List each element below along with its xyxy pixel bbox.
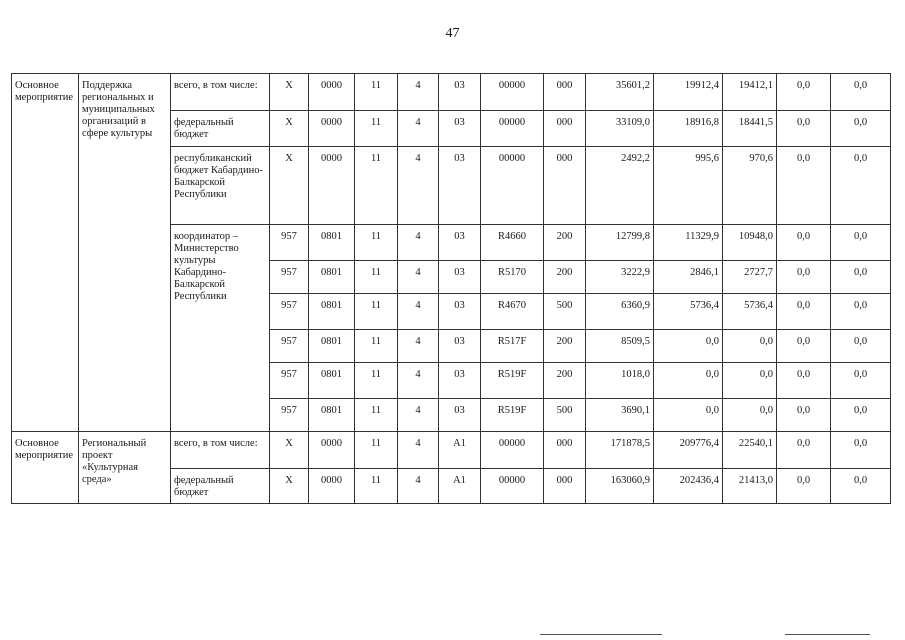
- amount-cell: 0,0: [723, 330, 777, 363]
- code-cell: 11: [355, 261, 398, 294]
- code-cell: 03: [439, 330, 481, 363]
- amount-cell: 0,0: [777, 399, 831, 432]
- code-cell: 200: [544, 261, 586, 294]
- code-cell: 200: [544, 363, 586, 399]
- code-cell: 4: [398, 432, 439, 469]
- budget-table: [11, 73, 891, 504]
- code-cell: 957: [270, 330, 309, 363]
- amount-cell: 0,0: [831, 432, 891, 469]
- code-cell: 200: [544, 225, 586, 261]
- code-cell: Х: [270, 74, 309, 111]
- code-cell: 0801: [309, 294, 355, 330]
- code-cell: R519F: [481, 399, 544, 432]
- code-cell: R519F: [481, 363, 544, 399]
- code-cell: 11: [355, 363, 398, 399]
- amount-cell: 0,0: [777, 111, 831, 147]
- amount-cell: 19412,1: [723, 74, 777, 111]
- amount-cell: 0,0: [831, 225, 891, 261]
- code-cell: 0801: [309, 261, 355, 294]
- code-cell: 957: [270, 399, 309, 432]
- code-cell: 200: [544, 330, 586, 363]
- code-cell: 500: [544, 399, 586, 432]
- amount-cell: 19912,4: [654, 74, 723, 111]
- amount-cell: 202436,4: [654, 469, 723, 504]
- amount-cell: 0,0: [654, 363, 723, 399]
- code-cell: 03: [439, 261, 481, 294]
- code-cell: 4: [398, 469, 439, 504]
- amount-cell: 995,6: [654, 147, 723, 225]
- amount-cell: 11329,9: [654, 225, 723, 261]
- amount-cell: 33109,0: [586, 111, 654, 147]
- code-cell: 957: [270, 363, 309, 399]
- code-cell: 500: [544, 294, 586, 330]
- amount-cell: 0,0: [777, 261, 831, 294]
- amount-cell: 5736,4: [723, 294, 777, 330]
- code-cell: 0000: [309, 432, 355, 469]
- amount-cell: 18916,8: [654, 111, 723, 147]
- amount-cell: 0,0: [777, 432, 831, 469]
- funding-source-cell: всего, в том числе:: [171, 74, 270, 111]
- amount-cell: 0,0: [831, 399, 891, 432]
- amount-cell: 2846,1: [654, 261, 723, 294]
- amount-cell: 970,6: [723, 147, 777, 225]
- code-cell: 03: [439, 294, 481, 330]
- amount-cell: 22540,1: [723, 432, 777, 469]
- funding-source-cell: координатор – Министерство культуры Кабардино-Балкарской Республики: [171, 225, 270, 432]
- code-cell: 000: [544, 111, 586, 147]
- code-cell: 0000: [309, 469, 355, 504]
- code-cell: 0801: [309, 363, 355, 399]
- amount-cell: 2727,7: [723, 261, 777, 294]
- code-cell: 4: [398, 294, 439, 330]
- table-row: [12, 74, 891, 111]
- code-cell: 03: [439, 111, 481, 147]
- code-cell: 03: [439, 399, 481, 432]
- code-cell: 00000: [481, 111, 544, 147]
- amount-cell: 0,0: [777, 74, 831, 111]
- funding-source-cell: республиканский бюджет Кабардино-Балкарской Республики: [171, 147, 270, 225]
- amount-cell: 0,0: [777, 147, 831, 225]
- amount-cell: 0,0: [831, 330, 891, 363]
- amount-cell: 12799,8: [586, 225, 654, 261]
- code-cell: 11: [355, 111, 398, 147]
- amount-cell: 0,0: [831, 294, 891, 330]
- code-cell: Х: [270, 469, 309, 504]
- funding-source-cell: федеральный бюджет: [171, 469, 270, 504]
- code-cell: 957: [270, 261, 309, 294]
- amount-cell: 0,0: [831, 469, 891, 504]
- code-cell: 11: [355, 294, 398, 330]
- code-cell: R4670: [481, 294, 544, 330]
- code-cell: 0000: [309, 147, 355, 225]
- amount-cell: 3222,9: [586, 261, 654, 294]
- amount-cell: 2492,2: [586, 147, 654, 225]
- code-cell: 4: [398, 74, 439, 111]
- code-cell: 0000: [309, 74, 355, 111]
- amount-cell: 8509,5: [586, 330, 654, 363]
- code-cell: 11: [355, 147, 398, 225]
- code-cell: 03: [439, 363, 481, 399]
- footer-rule: [785, 634, 870, 635]
- event-name-cell: Региональный проект «Культурная среда»: [79, 432, 171, 504]
- amount-cell: 163060,9: [586, 469, 654, 504]
- funding-source-cell: всего, в том числе:: [171, 432, 270, 469]
- amount-cell: 171878,5: [586, 432, 654, 469]
- code-cell: R4660: [481, 225, 544, 261]
- amount-cell: 0,0: [777, 363, 831, 399]
- event-name-cell: Поддержка региональных и муниципальных организаций в сфере культуры: [79, 74, 171, 432]
- code-cell: 0801: [309, 225, 355, 261]
- code-cell: 00000: [481, 432, 544, 469]
- page-number: 47: [445, 26, 460, 41]
- amount-cell: 18441,5: [723, 111, 777, 147]
- code-cell: 4: [398, 147, 439, 225]
- amount-cell: 0,0: [777, 330, 831, 363]
- amount-cell: 0,0: [831, 261, 891, 294]
- event-type-cell: Основное мероприятие: [12, 432, 79, 504]
- amount-cell: 209776,4: [654, 432, 723, 469]
- code-cell: 000: [544, 147, 586, 225]
- amount-cell: 0,0: [723, 399, 777, 432]
- amount-cell: 0,0: [831, 111, 891, 147]
- amount-cell: 0,0: [831, 74, 891, 111]
- code-cell: 11: [355, 469, 398, 504]
- code-cell: R5170: [481, 261, 544, 294]
- footer-rule: [540, 634, 662, 635]
- amount-cell: 21413,0: [723, 469, 777, 504]
- code-cell: 4: [398, 261, 439, 294]
- amount-cell: 5736,4: [654, 294, 723, 330]
- funding-source-cell: федеральный бюджет: [171, 111, 270, 147]
- code-cell: А1: [439, 432, 481, 469]
- code-cell: 0000: [309, 111, 355, 147]
- amount-cell: 10948,0: [723, 225, 777, 261]
- code-cell: 03: [439, 147, 481, 225]
- code-cell: 00000: [481, 147, 544, 225]
- code-cell: 11: [355, 330, 398, 363]
- code-cell: 03: [439, 74, 481, 111]
- amount-cell: 0,0: [777, 294, 831, 330]
- code-cell: 11: [355, 74, 398, 111]
- code-cell: 000: [544, 74, 586, 111]
- code-cell: 957: [270, 294, 309, 330]
- code-cell: Х: [270, 432, 309, 469]
- amount-cell: 0,0: [777, 225, 831, 261]
- amount-cell: 0,0: [831, 363, 891, 399]
- code-cell: 000: [544, 469, 586, 504]
- amount-cell: 6360,9: [586, 294, 654, 330]
- code-cell: 11: [355, 399, 398, 432]
- code-cell: 00000: [481, 469, 544, 504]
- amount-cell: 0,0: [777, 469, 831, 504]
- code-cell: 4: [398, 399, 439, 432]
- amount-cell: 0,0: [654, 330, 723, 363]
- code-cell: 11: [355, 225, 398, 261]
- code-cell: 4: [398, 363, 439, 399]
- code-cell: Х: [270, 147, 309, 225]
- code-cell: 4: [398, 111, 439, 147]
- code-cell: 11: [355, 432, 398, 469]
- code-cell: 00000: [481, 74, 544, 111]
- code-cell: 000: [544, 432, 586, 469]
- amount-cell: 0,0: [654, 399, 723, 432]
- code-cell: 957: [270, 225, 309, 261]
- amount-cell: 1018,0: [586, 363, 654, 399]
- table-row: [12, 432, 891, 469]
- code-cell: 03: [439, 225, 481, 261]
- code-cell: 0801: [309, 330, 355, 363]
- event-type-cell: Основное мероприятие: [12, 74, 79, 432]
- amount-cell: 35601,2: [586, 74, 654, 111]
- code-cell: 4: [398, 225, 439, 261]
- code-cell: 4: [398, 330, 439, 363]
- amount-cell: 3690,1: [586, 399, 654, 432]
- amount-cell: 0,0: [723, 363, 777, 399]
- code-cell: А1: [439, 469, 481, 504]
- code-cell: R517F: [481, 330, 544, 363]
- code-cell: 0801: [309, 399, 355, 432]
- amount-cell: 0,0: [831, 147, 891, 225]
- code-cell: Х: [270, 111, 309, 147]
